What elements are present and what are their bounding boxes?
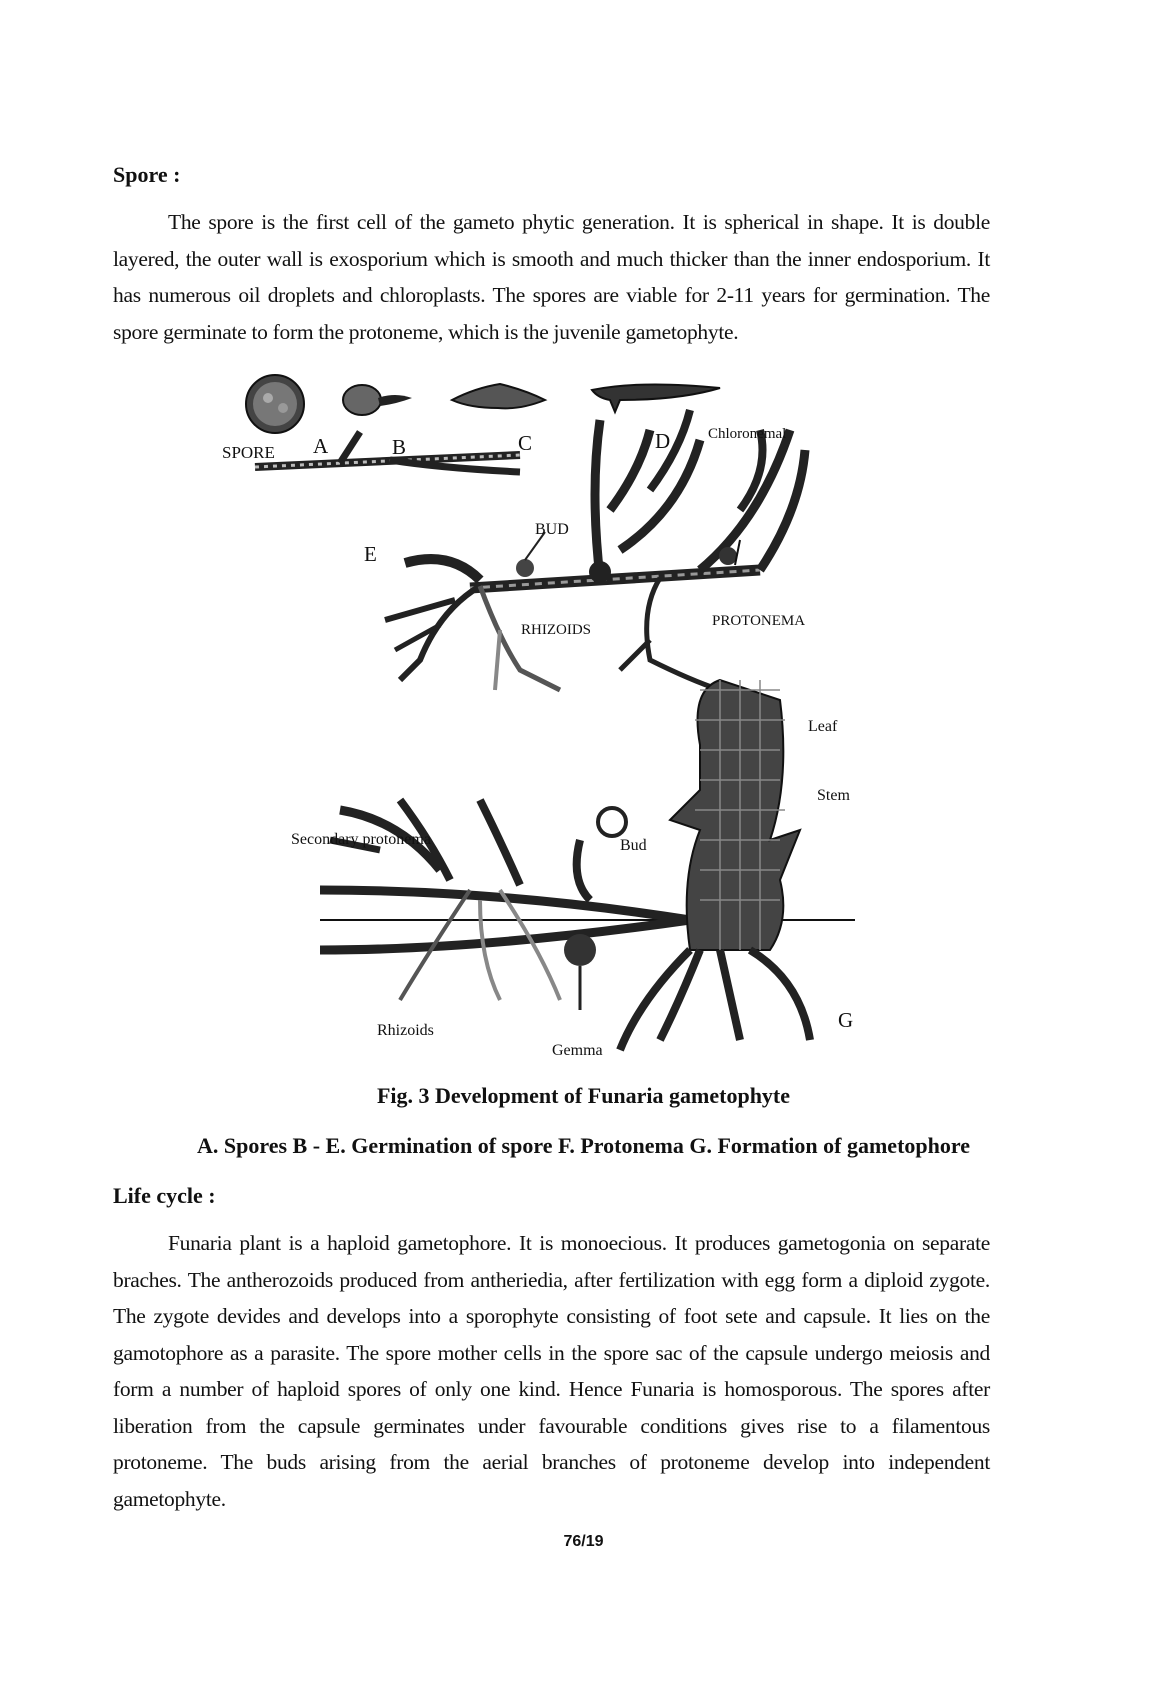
life-cycle-paragraph-text: Funaria plant is a haploid gametophore. It is monoecious. It produces gametogonia on separate braches. The antherozoids produced from antheriedia, after fertilization with egg form a diploid zygote. The zygote devides and develops into a sporophyte consisting of foot sete and capsule. It lies on the gamotophore as a parasite. The spore mother cells in the spore sac of the capsule undergo meiosis and form a number of haploid spores of only one kind. Hence Funaria is homosporous. The spores after liberation from the capsule germinates under favourable conditions gives rise to a filamentous protoneme. The buds arising from the aerial branches of protoneme develop into independent gametophyte.	[113, 1231, 990, 1511]
stage-c-drawing	[452, 384, 545, 408]
label-chloronemal: Chloronemal	[708, 426, 787, 442]
figure-caption-subtitle: A. Spores B - E. Germination of spore F. Protonema G. Formation of gametophore	[196, 1133, 970, 1158]
figure-caption-title: Fig. 3 Development of Funaria gametophyte	[376, 1083, 791, 1108]
funaria-development-figure	[0, 360, 1167, 1060]
spore-drawing	[246, 375, 304, 433]
label-stem: Stem	[817, 787, 850, 804]
label-secondary-protonema: Secondary protonema	[291, 831, 431, 848]
label-rhizoids-lower: Rhizoids	[377, 1022, 434, 1039]
spore-paragraph	[113, 204, 990, 350]
life-cycle-heading: Life cycle :	[113, 1183, 216, 1208]
label-e: E	[364, 542, 377, 566]
gametophore-drawing	[320, 680, 855, 966]
stage-e-drawing	[255, 432, 520, 472]
label-spore: SPORE	[222, 443, 275, 462]
label-a: A	[313, 434, 329, 458]
label-protonema: PROTONEMA	[712, 613, 806, 629]
spore-paragraph-text: The spore is the first cell of the gameto phytic generation. It is spherical in shape. It is double layered, the outer wall is exosporium which is smooth and much thicker than the inner endosporium. It has numerous oil droplets and chloroplasts. The spores are viable for 2-11 years for germination. The spore germinate to form the protoneme, which is the juvenile gametophyte.	[113, 210, 990, 344]
life-cycle-paragraph	[113, 1225, 990, 1517]
stage-d-drawing	[592, 384, 720, 412]
label-d: D	[655, 429, 671, 453]
spore-heading: Spore :	[113, 162, 181, 187]
page-number: 76/19	[563, 1533, 604, 1550]
label-c: C	[518, 431, 533, 455]
label-leaf: Leaf	[808, 718, 838, 735]
label-bud-lower: Bud	[620, 837, 647, 854]
label-b: B	[392, 435, 407, 459]
stage-b-drawing	[343, 385, 412, 415]
label-bud-upper: BUD	[535, 521, 569, 538]
label-g: G	[838, 1008, 854, 1032]
label-rhizoids-upper: RHIZOIDS	[521, 622, 591, 638]
label-gemma: Gemma	[552, 1042, 603, 1059]
